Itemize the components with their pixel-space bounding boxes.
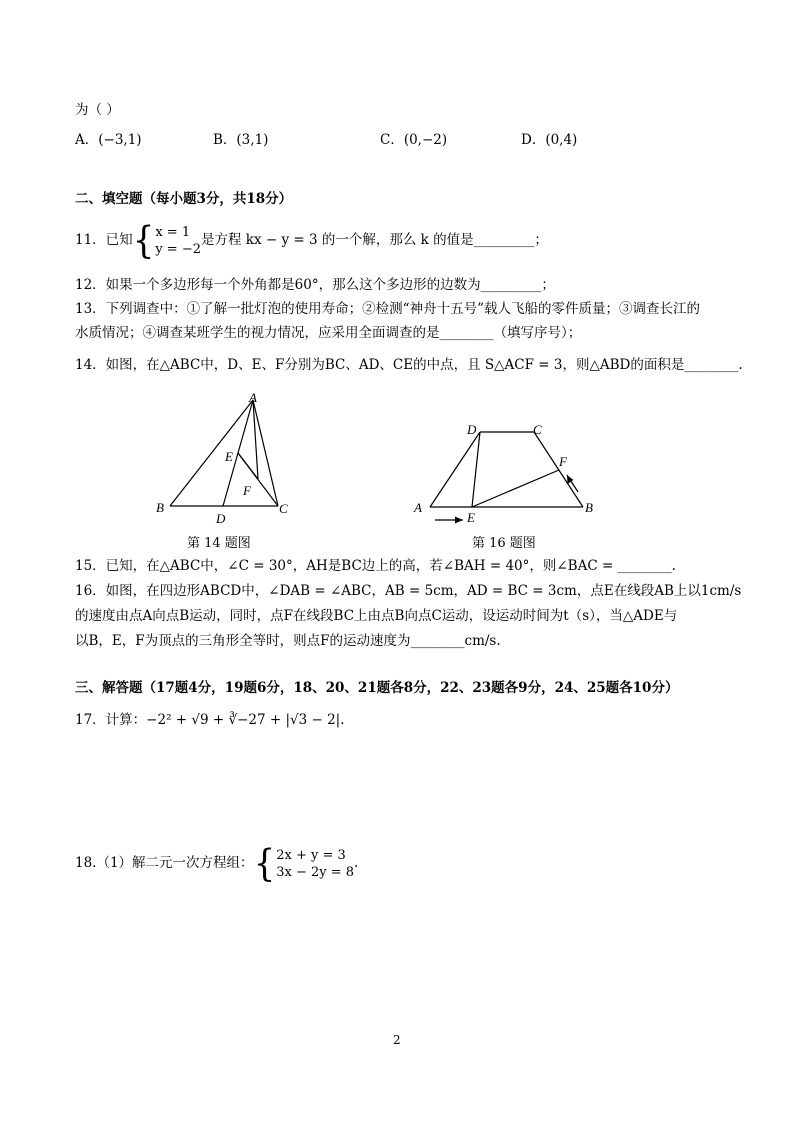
q18-suffix: . <box>354 855 359 871</box>
fig16-label-d: D <box>467 422 477 437</box>
fig14-label-b: B <box>156 500 164 515</box>
q11-eq1: x = 1 <box>155 224 191 240</box>
fig16-label-e: E <box>467 510 475 525</box>
question-16-line1: 16．如图，在四边形ABCD中，∠DAB = ∠ABC，AB = 5cm，AD = BC = 3cm，点E在线段AB上以1cm/s <box>75 583 742 599</box>
fig14-label-f: F <box>243 483 251 498</box>
question-15: 15．已知，在△ABC中，∠C = 30°，AH是BC边上的高，若∠BAH = 40°，则∠BAC = ________. <box>75 558 676 574</box>
q11-eq2: y = −2 <box>155 241 201 257</box>
question-16-line3: 以B，E，F为顶点的三角形全等时，则点F的运动速度为________cm/s. <box>75 633 501 649</box>
figure-14 <box>150 390 300 530</box>
fig14-label-d: D <box>216 511 226 526</box>
q11-brace: { <box>132 218 155 263</box>
fig16-label-f: F <box>559 454 567 469</box>
q18-system <box>276 847 354 881</box>
fig14-label-e: E <box>225 449 233 464</box>
page-number: 2 <box>393 1033 401 1047</box>
q10-option-c: C．(0,−2) <box>380 132 448 148</box>
q11-suffix: 是方程 kx − y = 3 的一个解，那么 k 的值是_________； <box>201 232 548 248</box>
figure-16 <box>410 418 602 530</box>
fig14-label-a: A <box>249 390 257 405</box>
fig16-caption: 第 16 题图 <box>472 536 536 551</box>
q11-prefix: 11．已知 <box>75 232 133 248</box>
q18-brace: { <box>253 841 276 886</box>
question-13-line2: 水质情况；④调查某班学生的视力情况，应采用全面调查的是________（填写序号）； <box>75 325 582 341</box>
q18-prefix: 18.（1）解二元一次方程组： <box>75 855 254 871</box>
question-17: 17．计算：−2² + √9 + ∛−27 + |√3 − 2|. <box>75 712 345 728</box>
fig16-label-a: A <box>414 500 422 515</box>
fig14-caption: 第 14 题图 <box>187 536 251 551</box>
q11-system <box>155 224 201 258</box>
question-14: 14．如图，在△ABC中，D、E、F分别为BC、AD、CE的中点，且 S△ACF = 3，则△ABD的面积是________. <box>75 357 743 373</box>
section3-title: 三、解答题（17题4分，19题6分，18、20、21题各8分，22、23题各9分，24、25题各10分） <box>75 680 679 696</box>
q18-eq1: 2x + y = 3 <box>276 847 346 863</box>
q18-eq2: 3x − 2y = 8 <box>276 864 355 880</box>
question-12: 12．如果一个多边形每一个外角都是60°，那么这个多边形的边数为_________； <box>75 277 555 293</box>
q10-option-d: D．(0,4) <box>521 132 578 148</box>
q10-tail: 为（ ） <box>75 102 120 118</box>
question-11 <box>75 218 548 263</box>
q10-option-a: A．(−3,1) <box>75 132 142 148</box>
fig16-label-c: C <box>533 422 542 437</box>
section2-title: 二、填空题（每小题3分，共18分） <box>75 191 293 207</box>
question-18 <box>75 841 359 886</box>
question-13-line1: 13．下列调查中：①了解一批灯泡的使用寿命；②检测“神舟十五号”载人飞船的零件质量；③调查长江的 <box>75 301 700 317</box>
fig16-label-b: B <box>585 500 593 515</box>
q10-option-b: B．(3,1) <box>213 132 269 148</box>
fig14-label-c: C <box>279 501 288 516</box>
question-16-line2: 的速度由点A向点B运动，同时，点F在线段BC上由点B向点C运动，设运动时间为t（s），当△ADE与 <box>75 608 678 624</box>
